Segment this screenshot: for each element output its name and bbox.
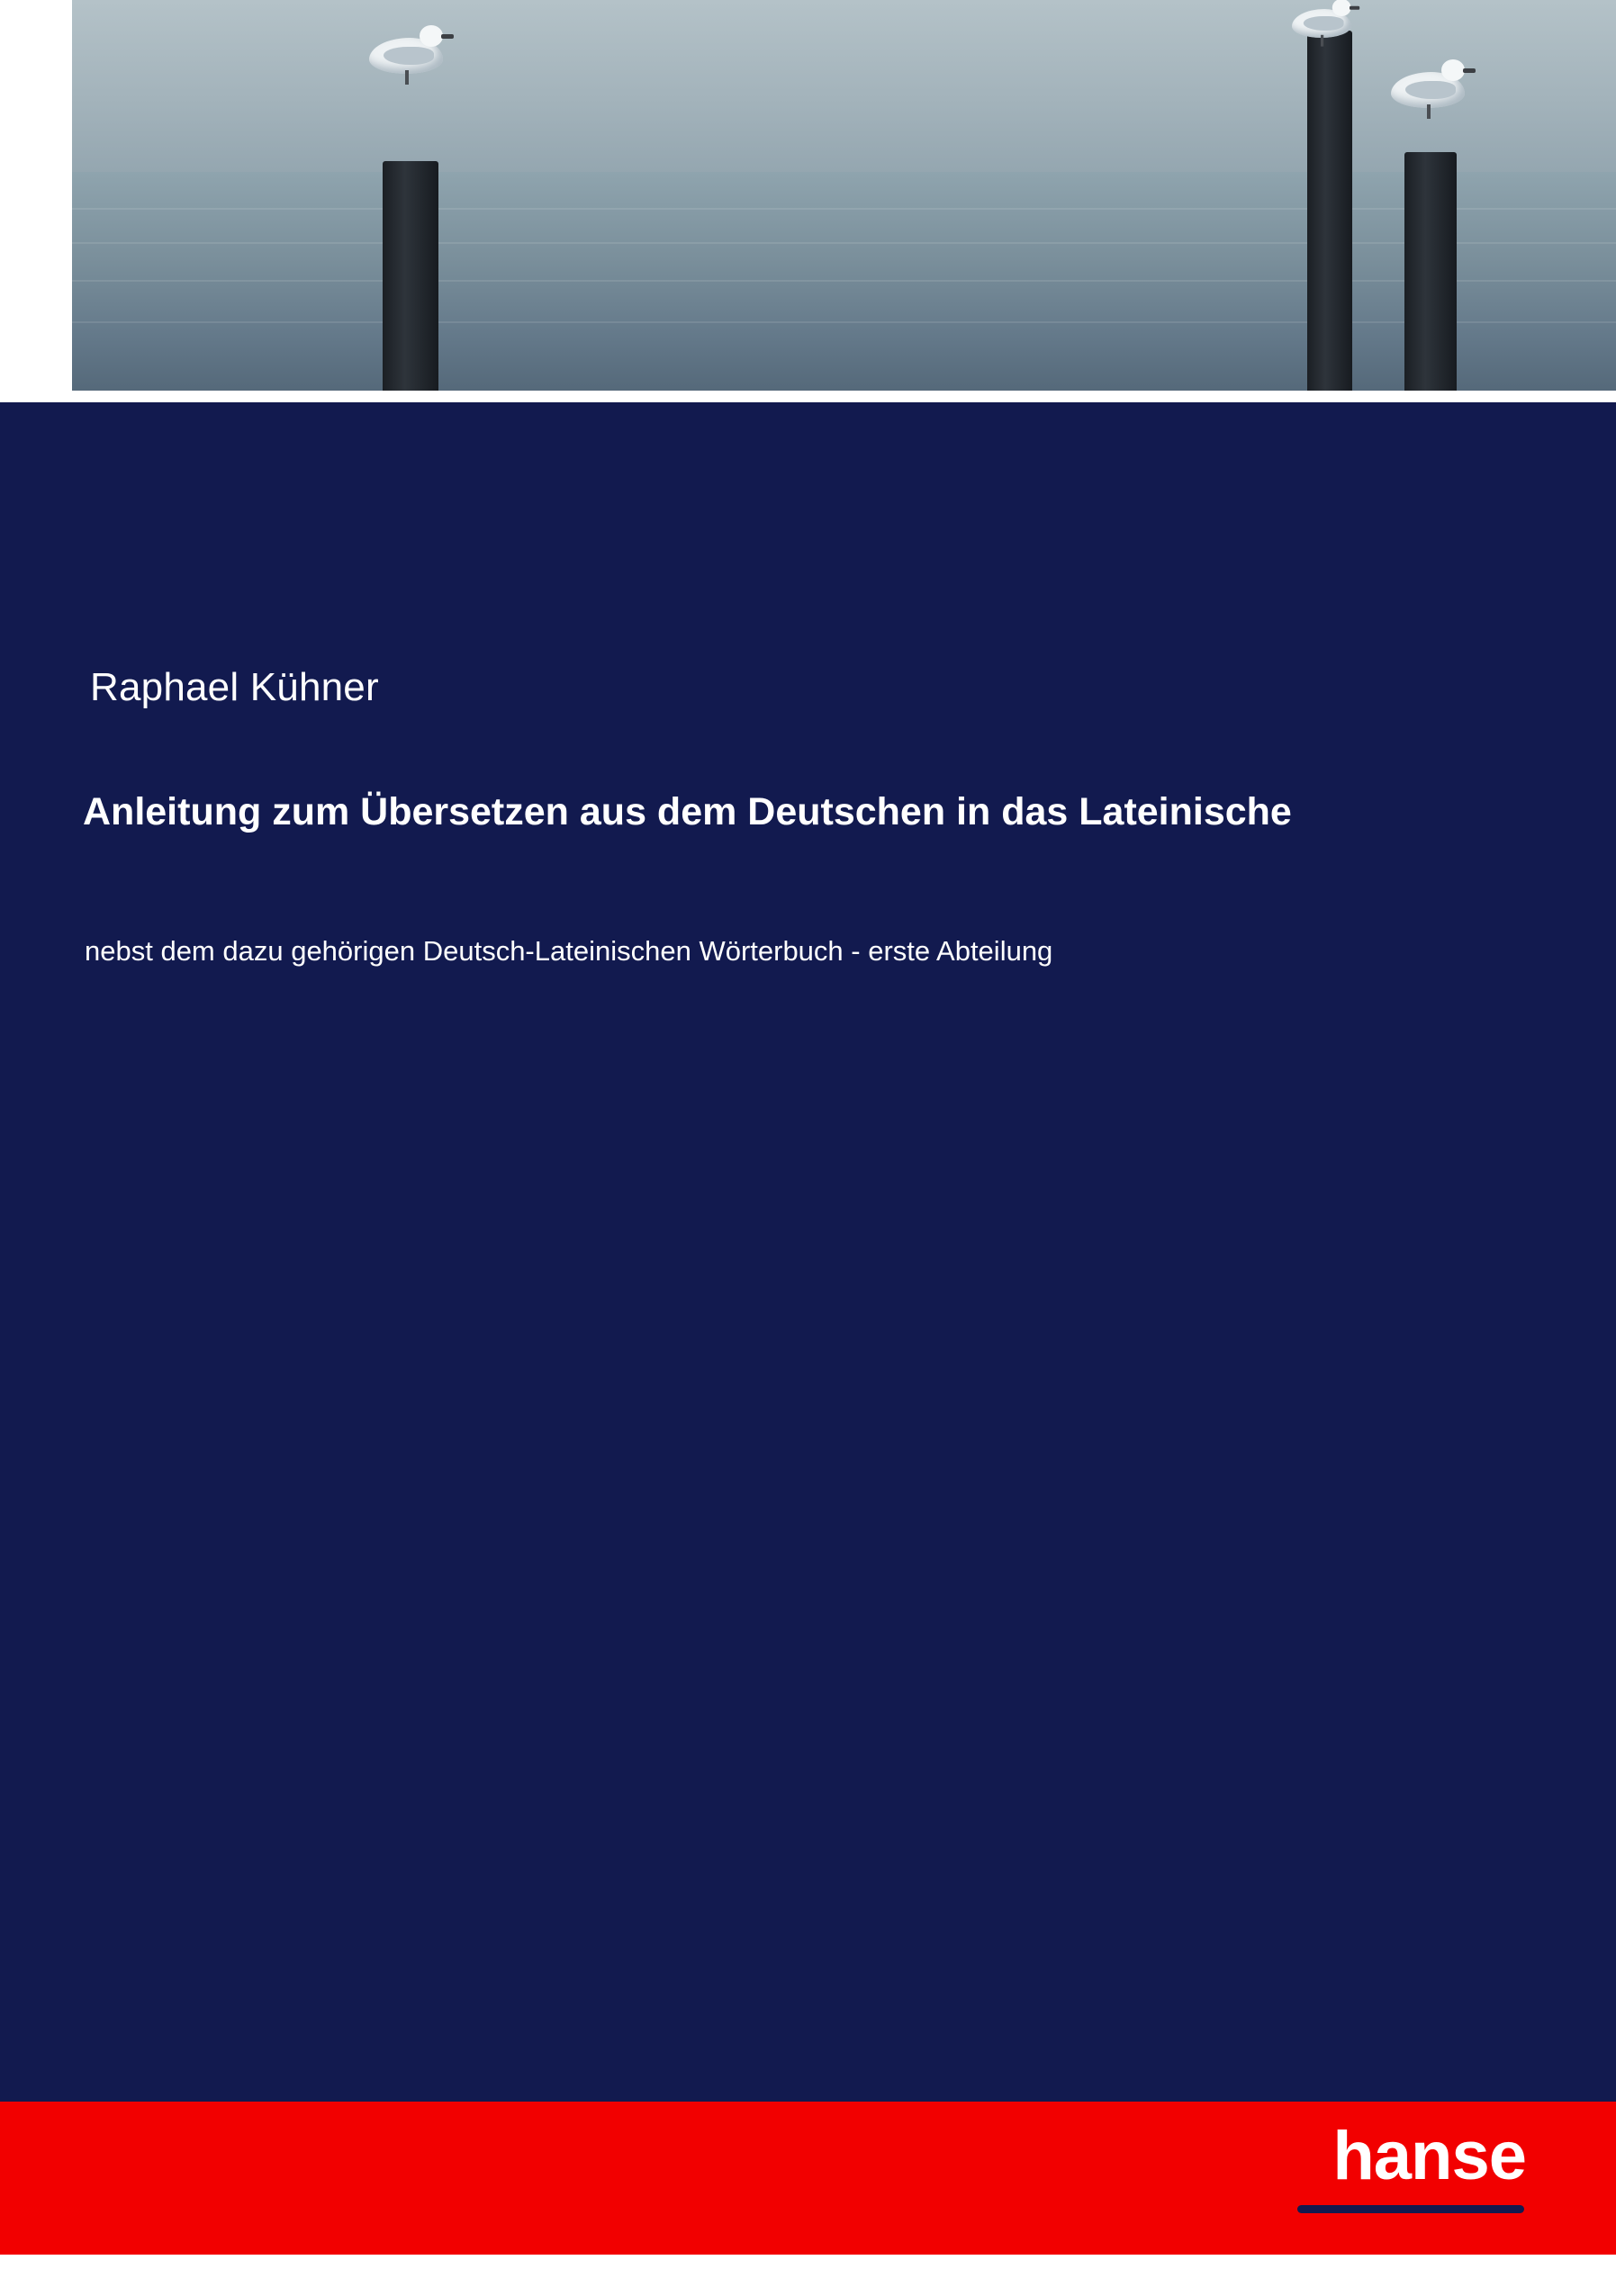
- photo-sky: [72, 0, 1616, 180]
- book-subtitle: nebst dem dazu gehörigen Deutsch-Lateinischen Wörterbuch - erste Abteilung: [85, 935, 1053, 967]
- cover-photo: [72, 0, 1616, 391]
- logo-underline: [1297, 2205, 1524, 2213]
- wooden-post: [383, 161, 438, 391]
- wooden-post: [1404, 152, 1457, 391]
- cover-main-panel: [0, 402, 1616, 2102]
- photo-water: [72, 172, 1616, 391]
- page-bottom-margin: [0, 2255, 1616, 2296]
- publisher-logo-text: hanse: [1332, 2118, 1526, 2194]
- publisher-logo: [1256, 2108, 1526, 2234]
- book-title: Anleitung zum Übersetzen aus dem Deutschen in das Lateinische: [83, 790, 1292, 833]
- wooden-post: [1307, 31, 1352, 391]
- author-name: Raphael Kühner: [90, 665, 379, 709]
